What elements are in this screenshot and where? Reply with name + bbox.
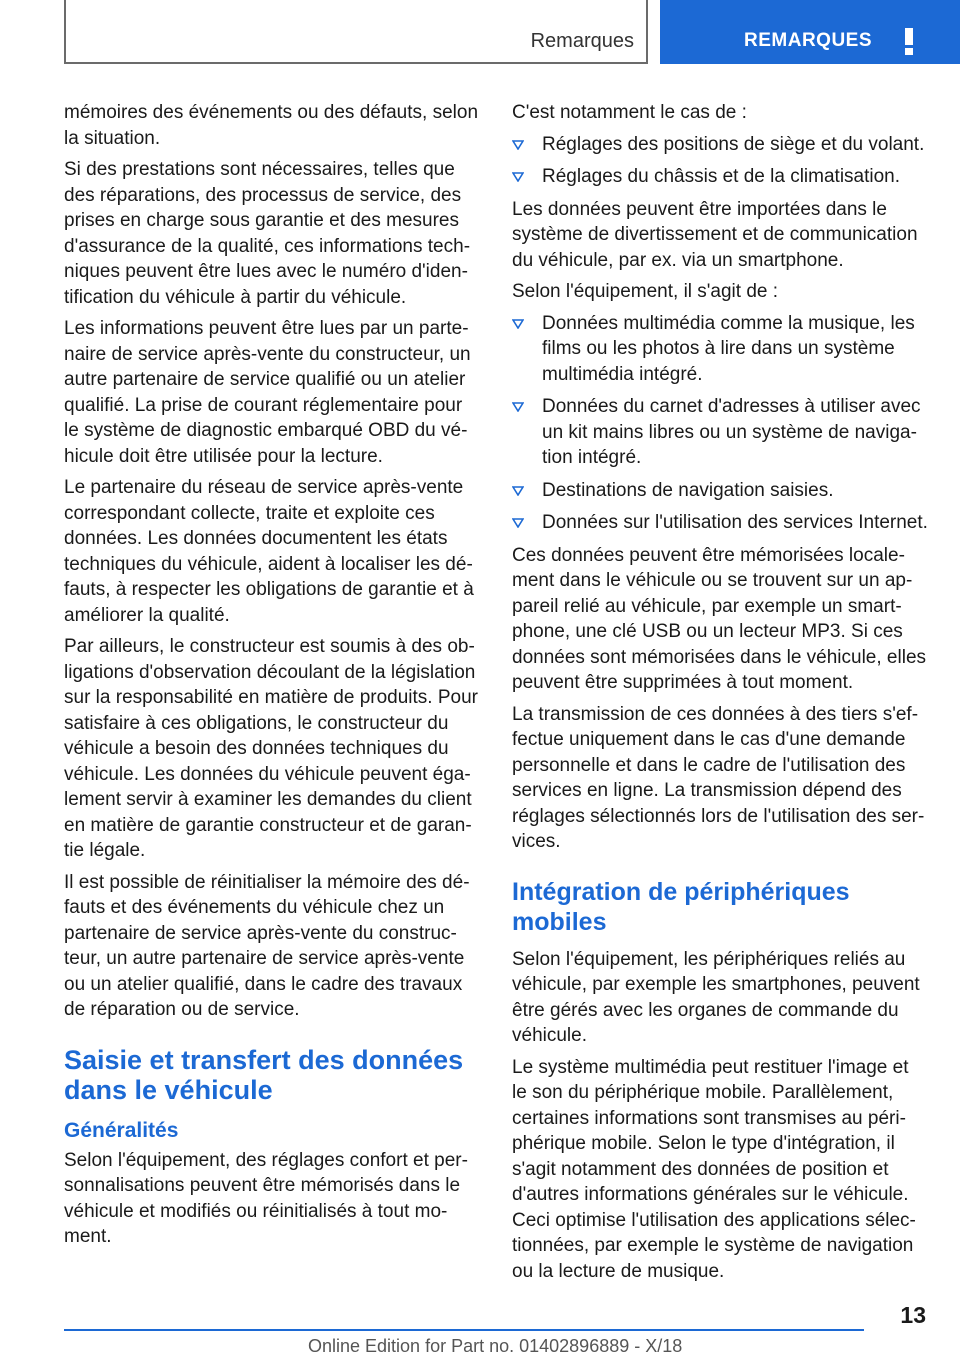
paragraph: Les informations peuvent être lues par un partenaire de service après-vente du constructeur, un autre partenaire de service qualifié ou un atelier qualifié. La prise de courant réglementaire pour le système de diagnostic embarqué OBD du véhicule doit être utilisée pour la lecture.	[64, 318, 471, 467]
list-item	[512, 311, 928, 388]
list-item-text: Réglages des positions de siège et du volant.	[542, 133, 925, 155]
paragraph: Par ailleurs, le constructeur est soumis à des obligations d'observation découlant de la législation sur la responsabilité en matière de produits. Pour satisfaire à ces obligations, le constructeur du véhicule a besoin des données techniques du véhicule. Les données du véhicule peuvent également servir à examiner les demandes du client en matière de garantie constructeur et de garantie légale.	[64, 636, 479, 861]
paragraph: Selon l'équipement, des réglages confort et personnalisations peuvent être mémorisés dans le véhicule et modifiés ou réinitialisés à tout moment.	[64, 1149, 468, 1247]
paragraph: mémoires des événements ou des défauts, selon la situation.	[64, 102, 479, 149]
list-item-text: Destinations de navigation saisies.	[542, 479, 834, 501]
footer-divider	[64, 1329, 864, 1331]
paragraph: Le système multimédia peut restituer l'image et le son du périphérique mobile. Parallèlement, certaines informations sont transmises au périphérique mobile. Selon le type d'intégration, il s'agit notamment des données de position et d'autres informations générales sur le véhicule. Ceci optimise l'utilisation des applications sélectionnées, par exemple le système de navigation ou la lecture de musique.	[512, 1056, 916, 1282]
triangle-bullet-icon	[512, 402, 524, 412]
right-column	[512, 100, 928, 1290]
exclamation-icon	[902, 28, 916, 56]
triangle-bullet-icon	[512, 319, 524, 329]
paragraph: Selon l'équipement, les périphériques reliés au véhicule, par exemple les smartphones, peuvent être gérés avec les organes de commande du véhicule.	[512, 948, 920, 1046]
bullet-list	[512, 132, 928, 190]
paragraph: Les données peuvent être importées dans le système de divertissement et de communication du véhicule, par ex. via un smartphone.	[512, 198, 918, 271]
triangle-bullet-icon	[512, 172, 524, 182]
header-tab-label: REMARQUES	[744, 30, 873, 51]
section-heading: Intégration de périphériques mobiles	[512, 877, 850, 936]
subsection-heading: Généralités	[64, 1118, 179, 1142]
list-item	[512, 478, 928, 504]
bullet-list	[512, 311, 928, 536]
header-section-box	[64, 0, 648, 64]
list-item	[512, 394, 928, 471]
list-item-text: Données multimédia comme la musique, les films ou les photos à lire dans un système multimédia intégré.	[542, 312, 915, 385]
list-item	[512, 164, 928, 190]
paragraph: Selon l'équipement, il s'agit de :	[512, 281, 779, 302]
triangle-bullet-icon	[512, 486, 524, 496]
list-item-text: Données sur l'utilisation des services Internet.	[542, 512, 928, 533]
section-heading: Saisie et transfert des données dans le véhicule	[64, 1044, 464, 1105]
triangle-bullet-icon	[512, 140, 524, 150]
list-item-text: Réglages du châssis et de la climatisation.	[542, 166, 901, 187]
paragraph: La transmission de ces données à des tiers s'effectue uniquement dans le cas d'une demande personnelle et dans le cadre de l'utilisation des services en ligne. La transmission dépend des réglages sélectionnés lors de l'utilisation des services.	[512, 703, 925, 852]
list-item	[512, 132, 928, 158]
paragraph: C'est notamment le cas de :	[512, 102, 747, 123]
footer-edition: Online Edition for Part no. 01402896889 - X/18	[308, 1336, 683, 1356]
triangle-bullet-icon	[512, 518, 524, 528]
list-item	[512, 510, 928, 536]
paragraph: Ces données peuvent être mémorisées localement dans le véhicule ou se trouvent sur un appareil relié au véhicule, par exemple un smartphone, une clé USB ou un lecteur MP3. Si ces données sont mémorisées dans le véhicule, elles peuvent être supprimées à tout moment.	[512, 544, 927, 693]
page-number: 13	[900, 1302, 926, 1328]
paragraph: Si des prestations sont nécessaires, telles que des réparations, des processus de service, des prises en charge sous garantie et des mesures d'assurance de la qualité, ces informations techniques peuvent être lues avec le numéro d'identification du véhicule à partir du véhicule.	[64, 159, 471, 308]
list-item-text: Données du carnet d'adresses à utiliser avec un kit mains libres ou un système de navigation intégré.	[542, 396, 921, 468]
header-section-label: Remarques	[530, 30, 634, 52]
paragraph: Il est possible de réinitialiser la mémoire des défauts et des événements du véhicule chez un partenaire de service après-vente du constructeur, un autre partenaire de service après-vente ou un atelier qualifié, dans le cadre des travaux de réparation ou de service.	[64, 871, 470, 1020]
left-column	[64, 100, 478, 1256]
paragraph: Le partenaire du réseau de service après-vente correspondant collecte, traite et exploite ces données. Les données documentent les états techniques du véhicule, aident à localiser les défauts, à respecter les obligations de garantie et à améliorer la qualité.	[64, 477, 474, 626]
